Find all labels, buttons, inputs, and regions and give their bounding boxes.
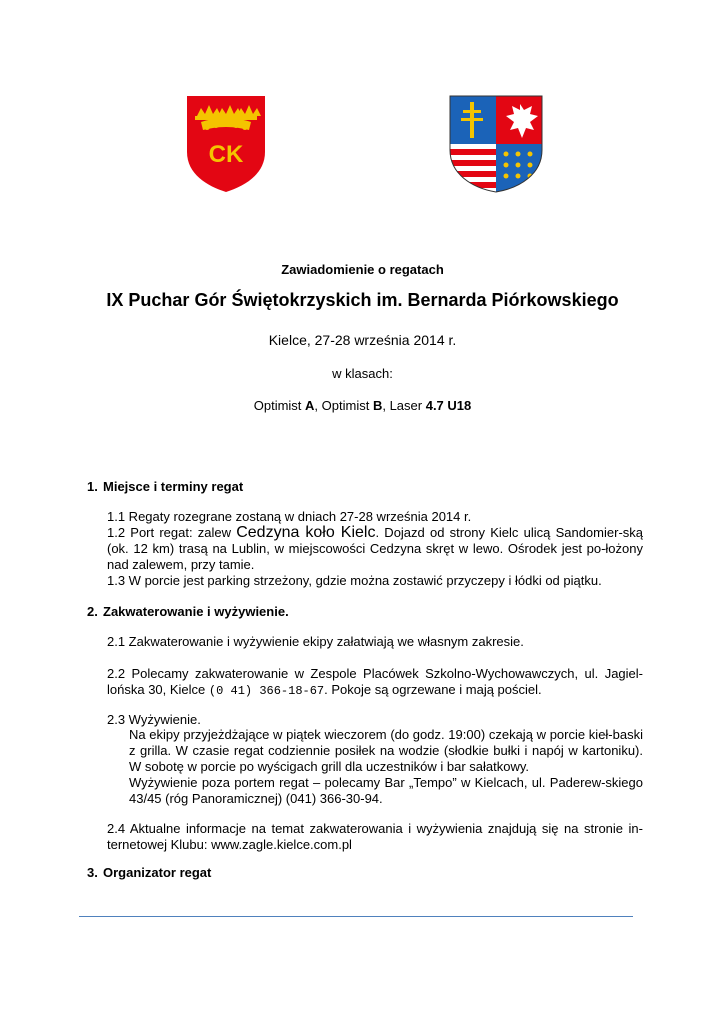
- section-2-heading: [87, 604, 289, 619]
- section-1-heading: [87, 479, 243, 494]
- place-date: Kielce, 27-28 września 2014 r.: [268, 332, 457, 348]
- section-number: 1.: [87, 479, 98, 494]
- class-1-name: Optimist: [253, 398, 306, 413]
- paragraph-1-1: 1.1 Regaty rozegrane zostaną w dniach 27-28 września 2014 r.: [107, 509, 472, 524]
- class-separator: ,: [314, 398, 322, 413]
- section-title: Organizator regat: [103, 865, 212, 880]
- paragraph-2-3-heading: 2.3 Wyżywienie.: [107, 712, 201, 727]
- swietokrzyskie-coat-of-arms-logo: [448, 94, 544, 194]
- paragraph-1-3: 1.3 W porcie jest parking strzeżony, gdzie można zostawić przyczepy i łódki od piątku.: [107, 573, 602, 588]
- class-1-group: A: [305, 398, 315, 413]
- paragraph-1-2: [107, 525, 643, 573]
- paragraph-2-2: [107, 666, 643, 699]
- class-2-name: Optimist: [321, 398, 373, 413]
- paragraph-text: 2.2 Polecamy zakwaterowanie w Zespole Placówek Szkolno-Wychowawczych, ul. Jagiel-lońska 30, Kielce: [107, 666, 643, 697]
- class-2-group: B: [372, 398, 383, 413]
- paragraph-2-4: 2.4 Aktualne informacje na temat zakwaterowania i wyżywienia znajdują się na stronie in-ternetowej Klubu: www.zagle.kielce.com.pl: [107, 821, 643, 852]
- class-3-name: Laser: [389, 398, 426, 413]
- phone-number: (0 41) 366-18-67: [208, 684, 325, 698]
- class-separator: ,: [382, 398, 390, 413]
- paragraph-text: . Dojazd od strony Kielc ulicą Sandomier-ską (ok. 12 km) trasą na Lublin, w miejscowości Cedzyna skręt w lewo. Ośrodek jest po-łożony nad zalewem, przy tamie.: [107, 525, 643, 572]
- paragraph-2-3-restaurant: Wyżywienie poza portem regat – polecamy Bar „Tempo” w Kielcach, ul. Paderew-skiego 43/45 (róg Panoramicznej) (041) 366-30-94.: [129, 775, 643, 806]
- section-number: 3.: [87, 865, 98, 880]
- paragraph-2-1: 2.1 Zakwaterowanie i wyżywienie ekipy załatwiają we własnym zakresie.: [107, 634, 524, 649]
- classes-label: w klasach:: [332, 366, 393, 381]
- section-title: Miejsce i terminy regat: [103, 479, 244, 494]
- paragraph-text: 1.2 Port regat: zalew: [107, 525, 237, 540]
- paragraph-text: . Pokoje są ogrzewane i mają pościel.: [324, 682, 542, 697]
- page-title: IX Puchar Gór Świętokrzyskich im. Bernarda Piórkowskiego: [106, 290, 619, 310]
- location-name: Cedzyna koło Kielc: [236, 524, 376, 541]
- notice-heading: Zawiadomienie o regatach: [281, 262, 444, 277]
- kielce-coat-of-arms-logo: [185, 94, 267, 194]
- footer-divider: [79, 916, 633, 917]
- paragraph-2-3-body: Na ekipy przyjeżdżające w piątek wieczorem (do godz. 19:00) czekają w porcie kieł-baski z grilla. W czasie regat codziennie posiłek na wodzie (słodkie bułki i napój w kartoniku). W sobotę w porcie po wyścigach grill dla uczestników i bar sałatkowy.: [129, 727, 643, 774]
- section-3-heading: [87, 865, 211, 880]
- section-title: Zakwaterowanie i wyżywienie.: [103, 604, 289, 619]
- classes-list: [0, 398, 725, 413]
- ck-letters-logo: CK: [208, 141, 244, 168]
- class-3-group: 4.7 U18: [425, 398, 472, 413]
- section-number: 2.: [87, 604, 98, 619]
